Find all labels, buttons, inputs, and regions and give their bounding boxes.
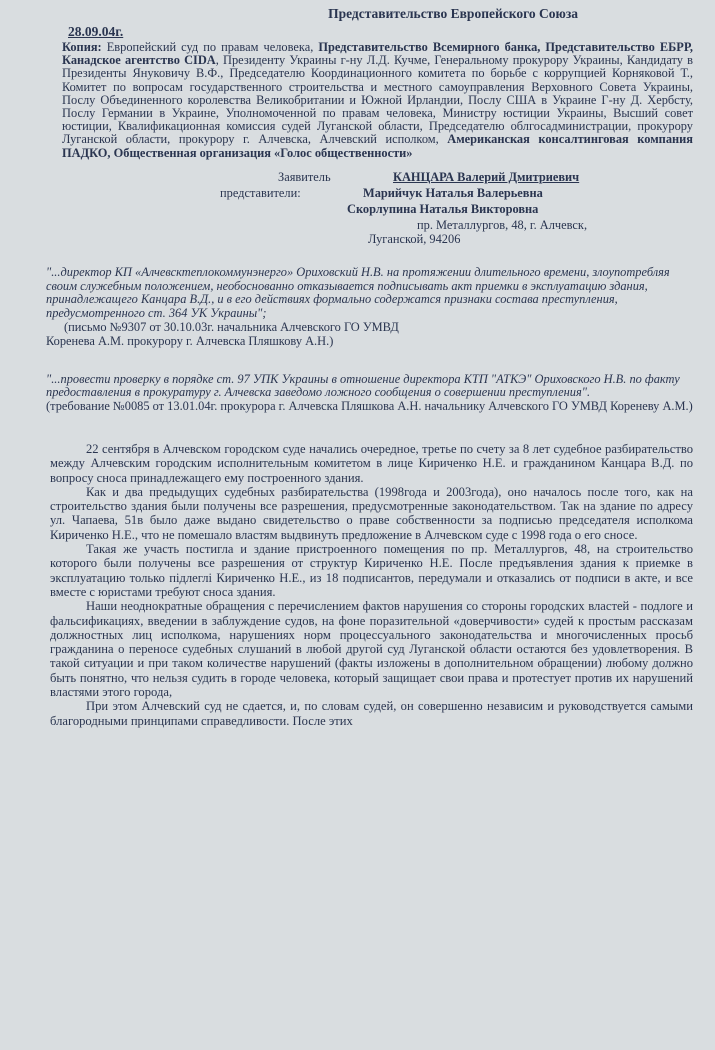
copy-label: Копия: xyxy=(62,40,102,54)
address-line-1: пр. Металлургов, 48, г. Алчевск, xyxy=(417,217,588,232)
quote-letter-source: (письмо №9307 от 30.10.03г. начальника Алчевского ГО УМВД xyxy=(64,320,399,335)
quote-letter xyxy=(46,266,693,349)
quote-demand xyxy=(46,373,693,414)
quote-letter-source-2: Коренева А.М. прокурору г. Алчевска Пляшкову А.Н.) xyxy=(46,333,334,348)
quote-demand-text: "...провести проверку в порядке ст. 97 УПК Украины в отношение директора КТП "АТКЭ" Ориховского Н.В. по факту предоставления в прокуратуру г. Алчевска заведомо ложного сообщения о совершении преступления". xyxy=(46,371,680,400)
representative-name-2: Скорлупина Наталья Викторовна xyxy=(347,201,539,216)
body-paragraph: При этом Алчевский суд не сдается, и, по словам судей, он совершенно независим и руководствуется самыми благородными принципами справедливости. После этих xyxy=(50,699,693,728)
representative-name-1: Марийчук Наталья Валерьевна xyxy=(363,185,543,200)
copy-seg-3: Американская консалтинговая компания ПАДКО, Общественная организация «Голос общественности» xyxy=(62,132,693,160)
applicant-label: Заявитель xyxy=(278,169,331,184)
body-paragraph: 22 сентября в Алчевском городском суде начались очередное, третье по счету за 8 лет судебное разбирательство между Алчевским городским исполнительным комитетом в лице Кириченко Н.Е. и гражданином Канцара В.Д. по вопросу сноса принадлежащего ему построенного здания. xyxy=(50,442,693,485)
quote-letter-text: "...директор КП «Алчевсктеплокоммунэнерго» Ориховский Н.В. на протяжении длительного времени, злоупотребляя своим служебным положением, необоснованно отказывается подписывать акт приемки в эксплуатацию здания, принадлежащего Канцара В.Д., и в его действиях формально содержатся признаки состава преступления, предусмотренного ст. 364 УК Украины"; xyxy=(46,264,670,321)
quote-demand-source: (требование №0085 от 13.01.04г. прокурора г. Алчевска Пляшкова А.Н. начальнику Алчевского ГО УМВД Кореневу А.М.) xyxy=(46,399,693,414)
copy-seg-0: Европейский суд по правам человека, xyxy=(101,40,319,54)
body-paragraph: Как и два предыдущих судебных разбирательства (1998года и 2003года), оно началось после того, как на строительство здания были получены все разрешения, предусмотренные законодательством. Так на здание по адресу ул. Чапаева, 51в было даже выдано свидетельство о праве собственности за подписью председателя исполкома Кириченко Н.Е., что не помешало властям выдвинуть предложение в Алчевском суде с 1998 года о его сносе. xyxy=(50,484,693,542)
body-paragraph: Такая же участь постигла и здание пристроенного помещения по пр. Металлургов, 48, на строительство которого были получены все разрешения от структур Кириченко Н.Е. После предъявления здания к приемке в эксплуатацию только підлеглі Кириченко Н.Е., из 18 подписантов, передумали и отказались от подписи в акте, и все вместе с юристами требуют сноса здания. xyxy=(50,542,693,599)
copy-recipients xyxy=(62,41,693,160)
copy-seg-1: Представительство Всемирного банка, Представительство ЕБРР, Канадское агентство CIDA xyxy=(62,40,693,68)
representatives-label: представители: xyxy=(220,185,301,200)
body-paragraph: Наши неоднократные обращения с перечислением фактов нарушения со стороны городских властей - подлоге и фальсификациях, введении в заблуждение судов, на фоне поразительной «доверчивости» судей к простым рассказам должностных лиц исполкома, нарушениях норм процессуального законодательства и многочисленных просьб гражданина о переносе судебных слушаний в любой другой суд Луганской области остаются без удовлетворения. В такой ситуации и при таком количестве нарушений (факты изложены в дополнительном обращении) любому должно быть понятно, что нельзя судить в городе человека, который защищает свои права и протестует против их нарушений властями этого города, xyxy=(50,599,693,700)
copy-seg-2: , Президенту Украины г-ну Л.Д. Кучме, Генеральному прокурору Украины, Кандидату в Президенты Януковичу В.Ф., Председателю Координационного комитета по борьбе с коррупцией Корняковой Т., Комитет по вопросам государственного строительства и местного самоуправления Верховного Совета Украины, Послу Объединенного королевства Великобритании и Южной Ирландии, Послу США в Украине Г-ну Д. Хербсту, Послу Германии в Украине, Уполномоченной по правам человека, Министру юстиции Украины, Высший совет юстиции, Квалификационная комиссия судей Луганской области, Председателю облгосадминистрации, прокурору Луганской области, прокурору г. Алчевска, Алчевский исполком, xyxy=(62,53,693,147)
document-date: 28.09.04г. xyxy=(68,24,124,39)
applicant-name: КАНЦАРА Валерий Дмитриевич xyxy=(393,169,580,184)
address-line-2: Луганской, 94206 xyxy=(368,231,461,246)
applicant-block xyxy=(50,170,693,244)
recipient-header: Представительство Европейского Союза xyxy=(328,6,578,21)
